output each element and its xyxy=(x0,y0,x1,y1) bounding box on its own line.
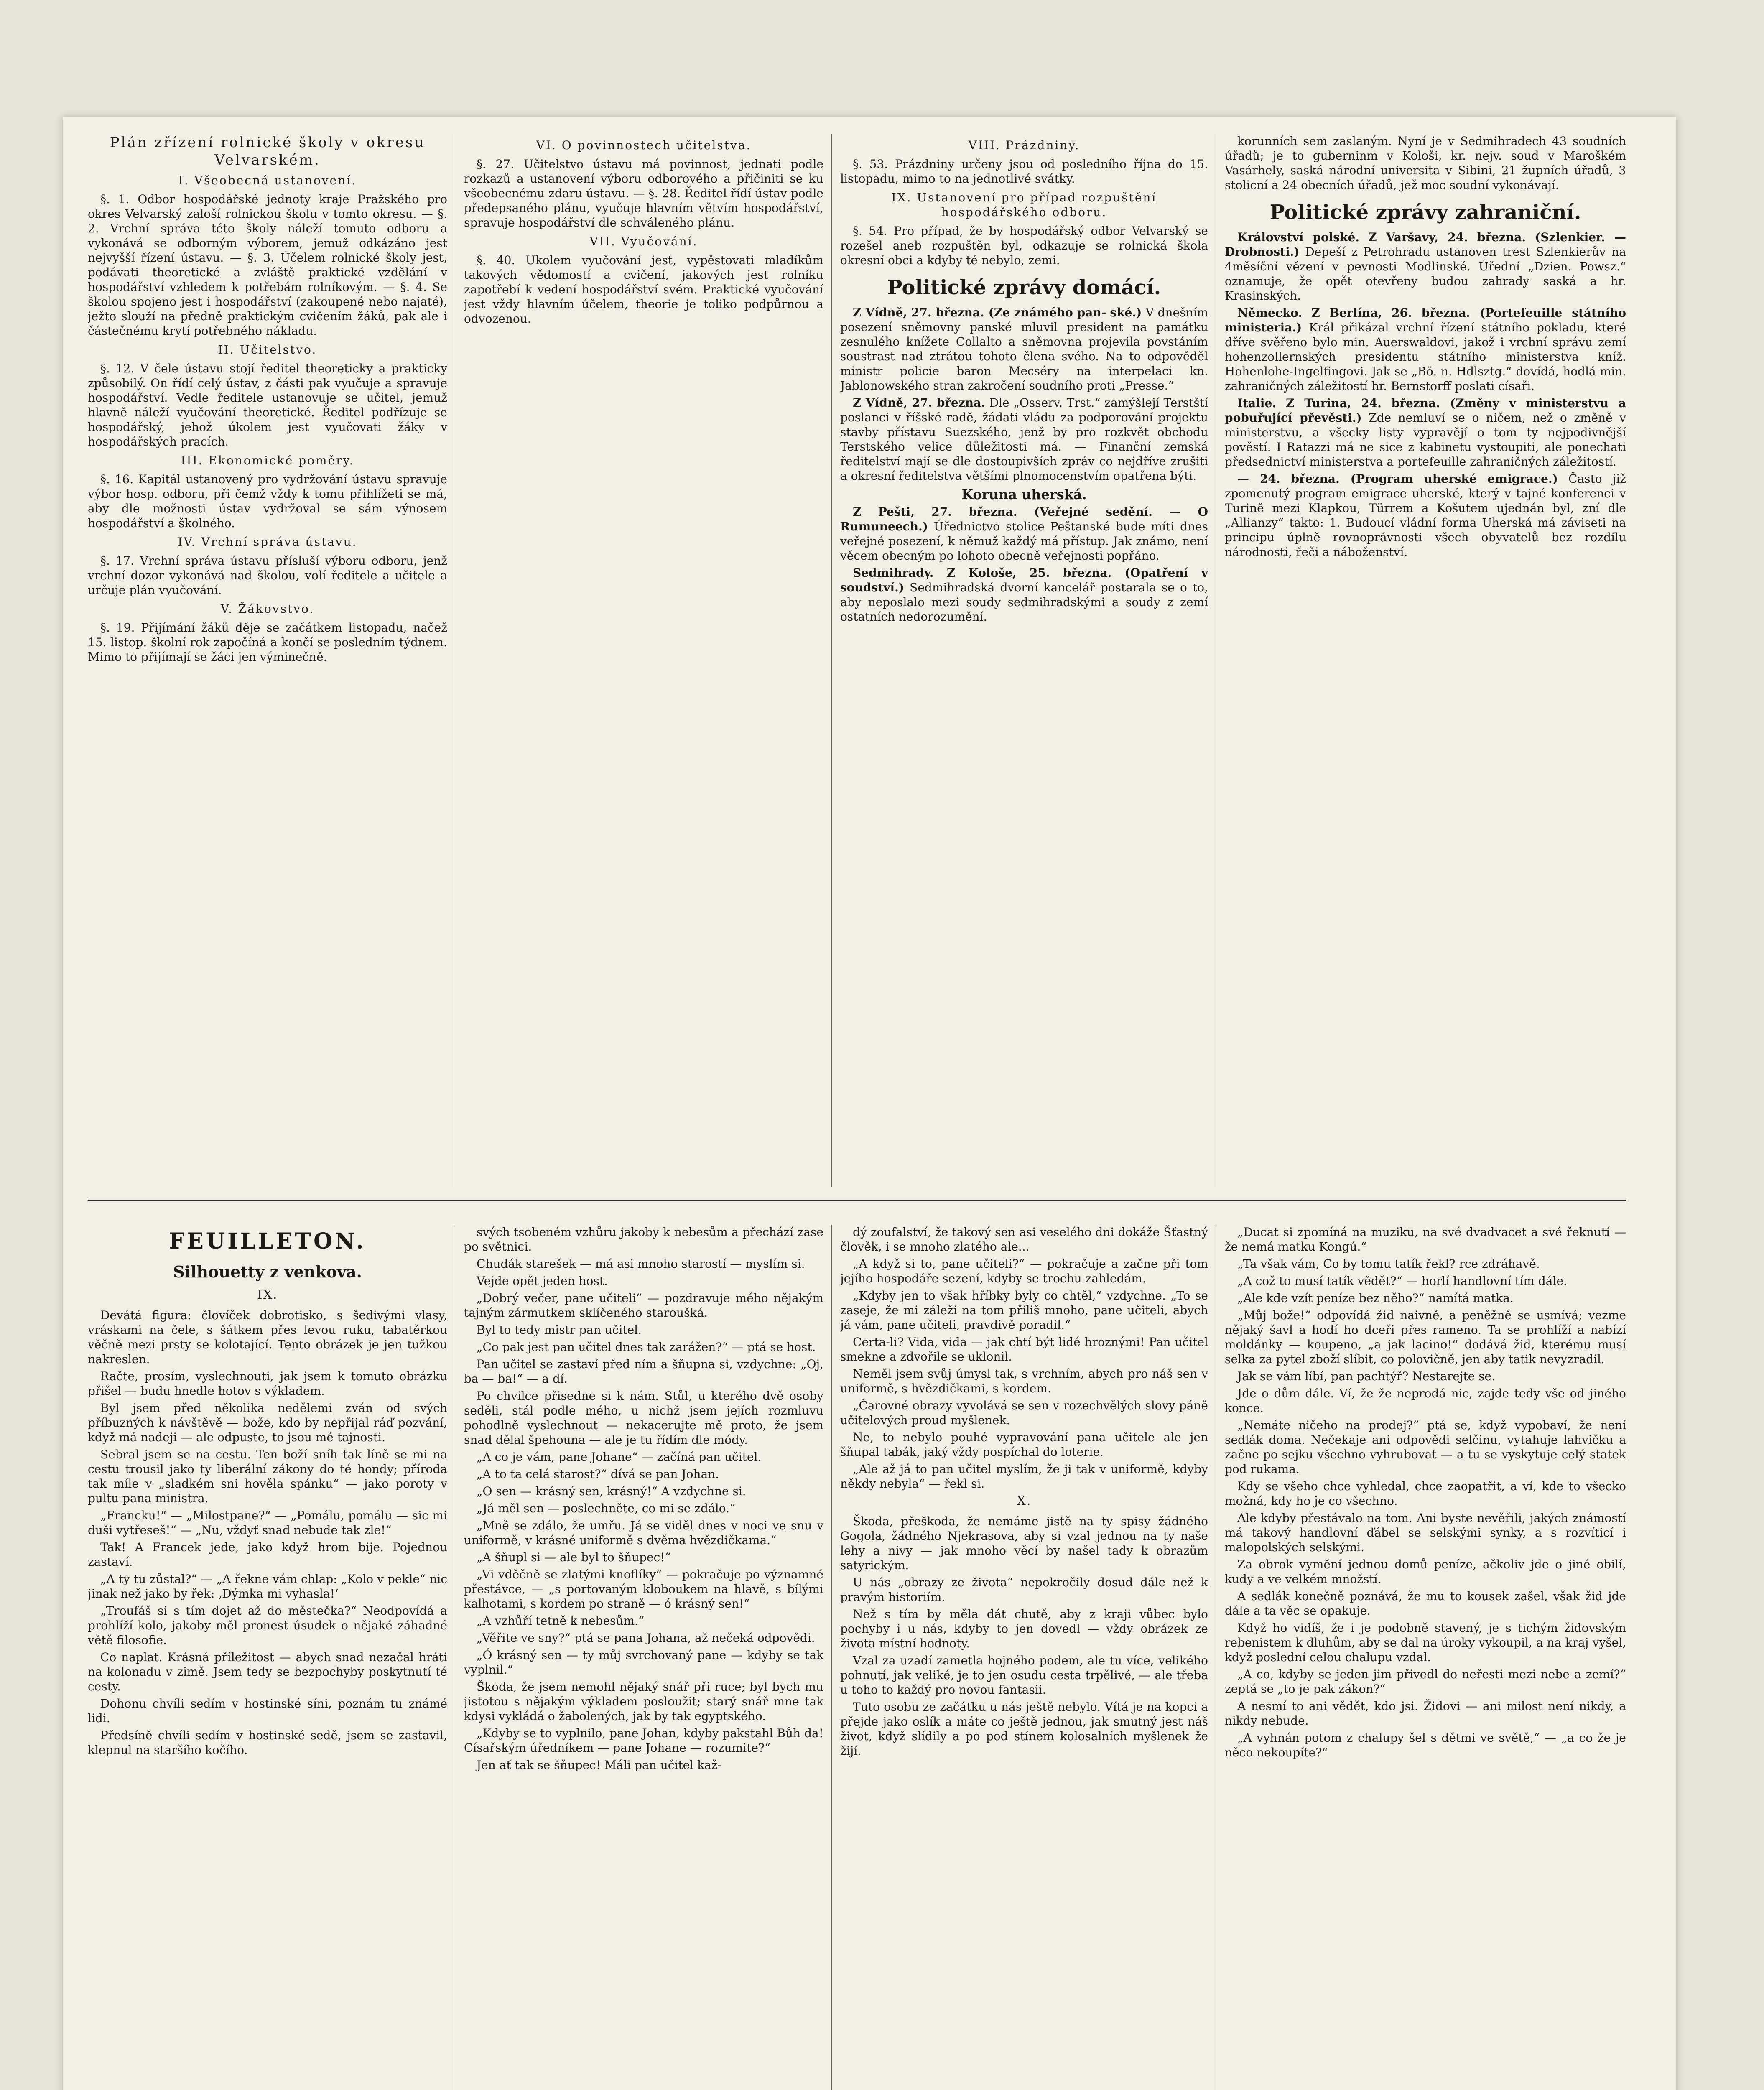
feuilleton-paragraph: „A vyhnán potom z chalupy šel s dětmi ve světě,“ — „a co že je něco nekoupíte?“ xyxy=(1225,1731,1626,1759)
feuilleton-paragraph: „Kdyby se to vyplnilo, pane Johan, kdyby pakstahl Bůh da! Císařským úředníkem — pane Johane — rozumite?“ xyxy=(464,1726,823,1755)
feuilleton-paragraph: „A co, kdyby se jeden jim přivedl do neřesti mezi nebe a zemí?“ zeptá se „to je pak zákon?“ xyxy=(1225,1667,1626,1696)
feuilleton-column-3 xyxy=(840,1225,1208,2090)
feuilleton-paragraph: „Ó krásný sen — ty můj svrchovaný pane — kdyby se tak vyplnil.“ xyxy=(464,1648,823,1677)
feuilleton-paragraph: Co naplat. Krásná příležitost — abych snad nezačal hráti na kolonadu v zimě. Jsem tedy se bezpochyby poskytnutí té cesty. xyxy=(88,1650,447,1693)
section-heading: VII. Vyučování. xyxy=(589,234,698,248)
news-text: Úřednictvo stolice Peštanské bude míti dnes veřejné posezení, k němuž každý má přístup. Jak známo, není věcem obecným po lohoto obecně veřejnosti popřáno. xyxy=(840,520,1208,563)
feuilleton-paragraph: Račte, prosím, vyslechnouti, jak jsem k tomuto obrázku přišel — budu hnedle hotov s výkladem. xyxy=(88,1369,447,1398)
feuilleton-numeral: IX. xyxy=(257,1287,278,1302)
feuilleton-paragraph: „Nemáte ničeho na prodej?“ ptá se, když vypobaví, že není sedlák doma. Nečekaje ani odpovědi selčinu, vytahuje lahvičku a začne po sejku všechno vyhrubovat — a tu se vyskytuje celý statek pod rukama. xyxy=(1225,1418,1626,1476)
feuilleton-divider xyxy=(88,1200,1626,1201)
section-heading: IV. Vrchní správa ústavu. xyxy=(178,535,357,549)
feuilleton-column xyxy=(88,1225,447,2090)
section-heading: VI. O povinnostech učitelstva. xyxy=(536,138,752,152)
feuilleton-paragraph: „Já měl sen — poslechněte, co mi se zdálo.“ xyxy=(477,1501,736,1515)
feuilleton-paragraph: Vejde opět jeden host. xyxy=(477,1274,608,1288)
feuilleton-paragraph: Neměl jsem svůj úmysl tak, s vrchním, abych pro náš sen v uniformě, s hvězdičkami, s kordem. xyxy=(840,1367,1208,1395)
feuilleton-paragraph: Byl jsem před několika nedělemi zván od svých příbuzných k návštěvě — bože, kdo by nepřijal ráď pozvání, když má nadeji — ale odpuste, to jsou mé tajnosti. xyxy=(88,1401,447,1444)
feuilleton-paragraph: „Troufáš si s tím dojet až do městečka?“ Neodpovídá a prohlíží kolo, jakoby měl pronest úsudek o nějaké záhadné větě filosofie. xyxy=(88,1604,447,1647)
feuilleton-paragraph: Chudák starešek — má asi mnoho starostí — myslím si. xyxy=(477,1257,805,1271)
feuilleton-paragraph: Předsíně chvíli sedím v hostinské sedě, jsem se zastavil, klepnul na staršího kočího. xyxy=(88,1728,447,1757)
feuilleton-paragraph: Když ho vidíš, že i je podobně stavený, je s tichým židovským rebenistem k dluhům, aby se dal na úroky vykoupil, a na kraj vyšel, když poslední celou chalupu vzdal. xyxy=(1225,1621,1626,1664)
plan-paragraph: §. 16. Kapitál ustanovený pro vydržování ústavu spravuje výbor hosp. odboru, při čemž vždy k tomu přihlížeti se má, aby dle možnosti ústav vydržoval se sám výnosem hospodářství a školného. xyxy=(88,472,447,530)
feuilleton-paragraph: „Mně se zdálo, že umřu. Já se viděl dnes v noci ve snu v uniformě, v krásné uniformě s dvěma hvězdičkama.“ xyxy=(464,1519,823,1547)
region-heading: Německo. xyxy=(1237,306,1303,320)
foreign-news-heading: Politické zprávy zahraniční. xyxy=(1269,201,1581,224)
section-heading: IX. Ustanovení pro případ rozpuštění hospodářského odboru. xyxy=(891,191,1157,219)
plan-paragraph: §. 53. Prázdniny určeny jsou od posledního října do 15. listopadu, mimo to na jednotlivé svátky. xyxy=(840,157,1208,186)
feuilleton-paragraph: Jak se vám líbí, pan pachtýř? Nestarejte se. xyxy=(1237,1369,1496,1383)
foreign-news-column xyxy=(1225,134,1626,1187)
plan-paragraph: §. 19. Přijímání žáků děje se začátkem listopadu, načež 15. listop. školní rok započíná a končí se posledním týdnem. Mimo to přijímají se žáci jen výminečně. xyxy=(88,621,447,664)
section-heading: III. Ekonomické poměry. xyxy=(181,454,354,467)
feuilleton-paragraph: Certa-li? Vida, vida — jak chtí být lidé hroznými! Pan učitel smekne a zdvořile se uklonil. xyxy=(840,1335,1208,1364)
section-heading: I. Všeobecná ustanovení. xyxy=(178,173,357,187)
feuilleton-paragraph: „A to ta celá starost?“ dívá se pan Johan. xyxy=(477,1467,719,1481)
section-heading: VIII. Prázdniny. xyxy=(968,138,1080,152)
feuilleton-paragraph: Devátá figura: človíček dobrotisko, s šedivými vlasy, vráskami na čele, s šátkem přes levou ruku, tabatěrkou věčně mezi prsty se kolotající. Tento obrázek je jen tužkou nakreslen. xyxy=(88,1308,447,1366)
feuilleton-column-4 xyxy=(1225,1225,1626,2090)
news-text: Často již zpomenutý program emigrace uherské, který v tajné konferenci v Turině mezi Klapkou, Türrem a Košutem ujednán byl, zní dle „Allianzy“ takto: 1. Budoucí vládní forma Uherská má záviseti na principu úplně rovnoprávnosti všech obyvatelů bez rozdílu národnosti, řeči a náboženství. xyxy=(1225,472,1626,559)
plan-paragraph: §. 12. V čele ústavu stojí ředitel theoreticky a prakticky způsobilý. On řídí celý ústav, z části pak vyučuje a spravuje hospodářství. Vedle ředitele ustanovuje se učitel, jemuž hlavně náleží vyučování theoretické. Ředitel podřízuje se hospodářský, jehož úkolem jest vyučovati žáky v hospodářských pracích. xyxy=(88,362,447,449)
feuilleton-paragraph: A sedlák konečně poznává, že mu to kousek zašel, však žid jde dále a ta věc se opakuje. xyxy=(1225,1589,1626,1618)
plan-paragraph: §. 1. Odbor hospodářské jednoty kraje Pražského pro okres Velvarský zaloší rolnickou školu v tomto okresu. — §. 2. Vrchní správa této školy náleží tomuto odboru a vykonává se odborným výborem, jemuž odkázáno jest nejvyšší řízení ústavu. — §. 3. Účelem rolnické školy jest, podávati theoretické a zvláště praktické vzdělání v hospodářství vzhledem k potřebám rolníkovým. — §. 4. Se školou spojeno jest i hospodářství (zakoupené nebo najaté), ježto slouží na předně praktickým cvičením žáků, pak ale i částečnému krytí potřebného nákladu. xyxy=(88,192,447,338)
feuilleton-paragraph: „A co je vám, pane Johane“ — začíná pan učitel. xyxy=(477,1450,762,1464)
feuilleton-paragraph: Ale kdyby přestávalo na tom. Ani byste nevěřili, jakých známostí má takový handlovní ďábel se selskými synky, a s rozvíticí i malopolských selskými. xyxy=(1225,1511,1626,1554)
feuilleton-paragraph: „A šňupl si — ale byl to šňupec!“ xyxy=(477,1550,671,1564)
dateline: Z Vídně, 27. března. (Ze známého pan- xyxy=(853,306,1106,319)
feuilleton-paragraph: „Ducat si zpomíná na muziku, na své dvadvacet a své řeknutí — že nemá matku Kongú.“ xyxy=(1225,1225,1626,1254)
feuilleton-paragraph: Tak! A Francek jede, jako když hrom bije. Pojednou zastaví. xyxy=(88,1540,447,1569)
feuilleton-paragraph: „O sen — krásný sen, krásný!“ A vzdychne si. xyxy=(477,1484,746,1498)
feuilleton-paragraph: „Ale až já to pan učitel myslím, že ji tak v uniformě, kdyby někdy nebyla“ — řekl si. xyxy=(840,1462,1208,1491)
feuilleton-paragraph: svých tsobeném vzhůru jakoby k nebesům a přechází zase po světnici. xyxy=(464,1225,823,1254)
news-text: Sedmihradská dvorní kancelář postarala se o to, aby neposlalo mezi soudy sedmihradskými a soudy z zemí ostatních nedorozumění. xyxy=(840,581,1208,624)
feuilleton-paragraph: A nesmí to ani vědět, kdo jsi. Židovi — ani milost není nikdy, a nikdy nebude. xyxy=(1225,1699,1626,1728)
dateline: — 24. března. (Program uherské emigrace.) xyxy=(1237,472,1558,486)
feuilleton-paragraph: „Francku!“ — „Milostpane?“ — „Pomálu, pomálu — sic mi duši vytřeseš!“ — „Nu, vždyť snad nebude tak zle!“ xyxy=(88,1509,447,1537)
feuilleton-paragraph: Sebral jsem se na cestu. Ten boží sníh tak líně se mi na cestu trousil jako ty liberální zákony do té hondy; příroda tak míle v „sladkém sni hověla spánku“ — jako poroty v pultu pana ministra. xyxy=(88,1448,447,1505)
news-text: Dle „Osserv. Trst.“ zamýšlejí Terstští poslanci v říšské radě, žádati vládu za podporování projektu stavby přístavu Suezského, jenž by pro rozkvět obchodu Terstského velice důležitosti má. — Finanční zemská ředitelství mají se dle dostoupivších zpráv co nejdříve zrušiti a okresní ředitelstva většími plnomocenstvím opatřena býti. xyxy=(840,396,1208,483)
newspaper-page xyxy=(63,117,1676,2090)
feuilleton-paragraph: Škoda, že jsem nemohl nějaký snář při ruce; byl bych mu jistotou s nějakým výkladem posloužit; starý snář mne tak kdysi vykládá o žabolených, jak by tak egyptského. xyxy=(464,1680,823,1723)
feuilleton-paragraph: Dohonu chvíli sedím v hostinské síni, poznám tu známé lidi. xyxy=(88,1697,447,1725)
section-heading: V. Žákovstvo. xyxy=(220,602,315,616)
plan-column xyxy=(88,134,447,1187)
plan-continued-column xyxy=(464,134,823,1187)
dateline-cont: ské.) xyxy=(1110,306,1142,319)
feuilleton-paragraph: Než s tím by měla dát chutě, aby z kraji vůbec bylo pochyby i u nás, kdyby to jen dovedl — vždy obrázek ze života místní hodnoty. xyxy=(840,1607,1208,1650)
feuilleton-paragraph: Škoda, přeškoda, že nemáme jistě na ty spisy žádného Gogola, žádného Njekrasova, aby si vzal jednou na ty naše lehy a nivy — jak mnoho věcí by našel tady k obrazům satyrickým. xyxy=(840,1514,1208,1572)
feuilleton-paragraph: „Můj bože!“ odpovídá žid naivně, a peněžně se usmívá; vezme nějaký šavl a hodí ho dceři přes rameno. Ta se prohlíží a nabízí moldánky — koupeno, „a jak lacino!“ dodává žid, kterému musí selka za pytel zboží slíbit, co polovičně, jen aby tatik nevyzradil. xyxy=(1225,1308,1626,1366)
feuilleton-column-2 xyxy=(464,1225,823,2090)
dateline: Z Turina, 24. března. (Změny v ministerstvu a pobuřující převěsti.) xyxy=(1225,396,1626,425)
region-heading: Koruna uherská. xyxy=(961,487,1087,502)
feuilleton-paragraph: Vzal za uzadí zametla hojného podem, ale tu více, velikého pohnutí, jak veliké, je to jen osudu cesta trpělivé, — ale třeba u toho to každý pro novou fantasii. xyxy=(840,1654,1208,1697)
plan-paragraph: §. 54. Pro případ, že by hospodářský odbor Velvarský se rozešel aneb rozpuštěn byl, odkazuje se rolnická škola okresní obci a kdyby té nebylo, zemi. xyxy=(840,224,1208,267)
feuilleton-paragraph: Jen ať tak se šňupec! Máli pan učitel kaž- xyxy=(477,1758,721,1772)
news-text: V dnešním posezení sněmovny panské mluvil president na památku zesnulého knížete Collalto a sněmovna projevila povstáním soustrast nad ztrátou tohoto člena svého. Na to odpověděl ministr policie baron Mecséry na interpelaci kn. Jablonowského stran zakročení soudního proti „Presse.“ xyxy=(840,306,1208,393)
feuilleton-paragraph: „A vzhůří tetně k nebesům.“ xyxy=(477,1614,645,1628)
feuilleton-paragraph: Byl to tedy mistr pan učitel. xyxy=(477,1323,642,1337)
feuilleton-paragraph: „Kdyby jen to však hříbky byly co chtěl,“ vzdychne. „To se zaseje, že mi záleží na tom příliš mnoho, pane učiteli, abych já vám, pane učiteli, pravdivě poradil.“ xyxy=(840,1289,1208,1332)
feuilleton-paragraph: „Ale kde vzít peníze bez něho?“ namítá matka. xyxy=(1237,1291,1514,1305)
feuilleton-paragraph: Po chvilce přisedne si k nám. Stůl, u kterého dvě osoby seděli, stál podle mého, u nichž jsem jejích rozmluvu pohodlně vyslechnout — nekacerujte mě proto, že jsem snad dělal špehouna — ale je tu řídím dle módy. xyxy=(464,1389,823,1447)
domestic-news-heading: Politické zprávy domácí. xyxy=(887,276,1161,299)
column-rule xyxy=(831,134,832,1187)
feuilleton-paragraph: „A což to musí tatík vědět?“ — horlí handlovní tím dále. xyxy=(1237,1274,1567,1288)
feuilleton-paragraph: U nás „obrazy ze života“ nepokročily dosud dále než k pravým historiím. xyxy=(840,1575,1208,1604)
plan-paragraph: §. 27. Učitelstvo ústavu má povinnost, jednati podle rozkazů a ustanovení výboru odborového a přičiniti se ku všeobecnému zdaru ústavu. — §. 28. Ředitel řídí ústav podle předepsaného plánu, vyučuje hlavním větvím hospodářství, spravuje hospodářství dle schváleného plánu. xyxy=(464,157,823,229)
news-text: Král přikázal vrchní řízení státního pokladu, které dříve svěřeno bylo min. Auerswaldovi, jakož i vrchní správu zemí hohenzollernských presidentu státního ministerstva kníž. Hohenlohe-Ingelfingovi. Jak se „Bö. n. Hdlsztg.“ dovídá, hodlá min. zahraničných záležitostí hr. Bernstorff poslati císaři. xyxy=(1225,321,1626,393)
feuilleton-numeral: X. xyxy=(1017,1494,1032,1508)
feuilleton-paragraph: „A když si to, pane učiteli?“ — pokračuje a začne při tom jejího hospodáře sezení, kdyby se trochu zahledám. xyxy=(840,1257,1208,1285)
plan-paragraph: §. 17. Vrchní správa ústavu přísluší výboru odboru, jenž vrchní dozor vykonává nad školou, volí ředitele a učitele a určuje plán vyučování. xyxy=(88,554,447,597)
region-heading: Království polské. xyxy=(1237,230,1360,244)
feuilleton-paragraph: Pan učitel se zastaví před ním a šňupna si, vzdychne: „Oj, ba — ba!“ — a dí. xyxy=(464,1357,823,1386)
feuilleton-paragraph: Za obrok vymění jednou domů peníze, ačkoliv jde o jiné obilí, kudy a ve velkém množstí. xyxy=(1225,1557,1626,1586)
plan-paragraph: §. 40. Ukolem vyučování jest, vypěstovati mladíkům takových vědomostí a cvičení, jakových jest rolníku zapotřebí k vedení hospodářství svém. Praktické vyučování jest vždy hlavním účelem, theorie je toliko podpůrnou a odvozenou. xyxy=(464,253,823,326)
feuilleton-paragraph: „Vi vděčně se zlatými knoflíky“ — pokračuje po významné přestávce, — „s portovaným kloboukem na hlavě, s bílými kalhotami, s kordem po straně — ó krásný sen!“ xyxy=(464,1568,823,1611)
dateline: Z Varšavy, 24. března. (Szlenkier. — Drobnosti.) xyxy=(1225,230,1626,259)
dateline: Z Vídně, 27. března. xyxy=(853,396,985,410)
news-text: korunních sem zaslaným. Nyní je v Sedmihradech 43 soudních úřadů; je to guberninm v Kološi, kr. nejv. soud v Maroškém Vasárhely, saská národní universita v Sibini, 21 župních úřadů, 3 stolicní a 24 obecních úřadů, jež moc soudní vykonávají. xyxy=(1225,134,1626,192)
dateline: Z Berlína, 26. března. (Portefeuille státního ministeria.) xyxy=(1225,306,1626,334)
dateline: Z Pešti, 27. března. (Veřejné sedění. — O Rumuneech.) xyxy=(840,505,1208,533)
section-heading: II. Učitelstvo. xyxy=(218,343,317,357)
feuilleton-paragraph: „Věřite ve sny?“ ptá se pana Johana, až nečeká odpovědi. xyxy=(477,1631,815,1645)
feuilleton-title: FEUILLETON. xyxy=(169,1229,366,1254)
feuilleton-paragraph: Tuto osobu ze začátku u nás ještě nebylo. Vítá je na kopci a přejde jako oslík a máte co ještě jednou, jak smutný jest náš život, když slídily a po pod stínem kolosalních myšlenek že žijí. xyxy=(840,1700,1208,1758)
feuilleton-paragraph: Ne, to nebylo pouhé vypravování pana učitele ale jen šňupal tabák, jaký vždy pospíchal do loterie. xyxy=(840,1430,1208,1459)
region-heading: Italie. xyxy=(1237,396,1277,410)
plan-title: Plán zřízení rolnické školy v okresu Velvarském. xyxy=(110,134,426,168)
news-text: Depeší z Petrohradu ustanoven trest Szlenkierův na 4měsíční vězení v pevnosti Modlinské. Úřední „Dzien. Powsz.“ oznamuje, že opět otevřeny budou zahrady saská a hr. Krasinských. xyxy=(1225,245,1626,303)
feuilleton-paragraph: Jde o dům dále. Ví, že že neprodá nic, zajde tedy vše od jiného konce. xyxy=(1225,1387,1626,1415)
feuilleton-story-title: Silhouetty z venkova. xyxy=(173,1262,362,1281)
feuilleton-paragraph: „Čarovné obrazy vyvolává se sen v rozechvělých slovy páně učitelových proud myšlenek. xyxy=(840,1399,1208,1427)
feuilleton-paragraph: „Dobrý večer, pane učiteli“ — pozdravuje mého nějakým tajným zármutkem sklíčeného staroušká. xyxy=(464,1291,823,1320)
feuilleton-paragraph: „Ta však vám, Co by tomu tatík řekl? rce zdráhavě. xyxy=(1237,1257,1540,1271)
feuilleton-paragraph: „Co pak jest pan učitel dnes tak zarážen?“ — ptá se host. xyxy=(477,1340,816,1354)
feuilleton-paragraph: Kdy se všeho chce vyhledal, chce zaopatřit, a ví, kde to všecko možná, kdy ho je co všechno. xyxy=(1225,1479,1626,1508)
news-text: Zde nemluví se o ničem, než o změně v ministerstvu, a všecky listy vypravějí o tom ty nejpodivnější pověstí. I Ratazzi má ne sice z kabinetu vystoupiti, ale ponechati předsednictví ministerstva a portefeuille zahraničných záležitostí. xyxy=(1225,411,1626,469)
domestic-news-column xyxy=(840,134,1208,1187)
feuilleton-paragraph: dý zoufalství, že takový sen asi veselého dni dokáže Šťastný člověk, i se mnoho zlatého ale... xyxy=(840,1225,1208,1254)
column-rule xyxy=(831,1225,832,2090)
feuilleton-paragraph: „A ty tu zůstal?“ — „A řekne vám chlap: „Kolo v pekle“ nic jinak než jako by řek: ‚Dýmka mi vyhasla!‘ xyxy=(88,1572,447,1601)
dateline: Sedmihrady. Z Kološe, 25. března. (Opatření v soudství.) xyxy=(840,566,1208,594)
